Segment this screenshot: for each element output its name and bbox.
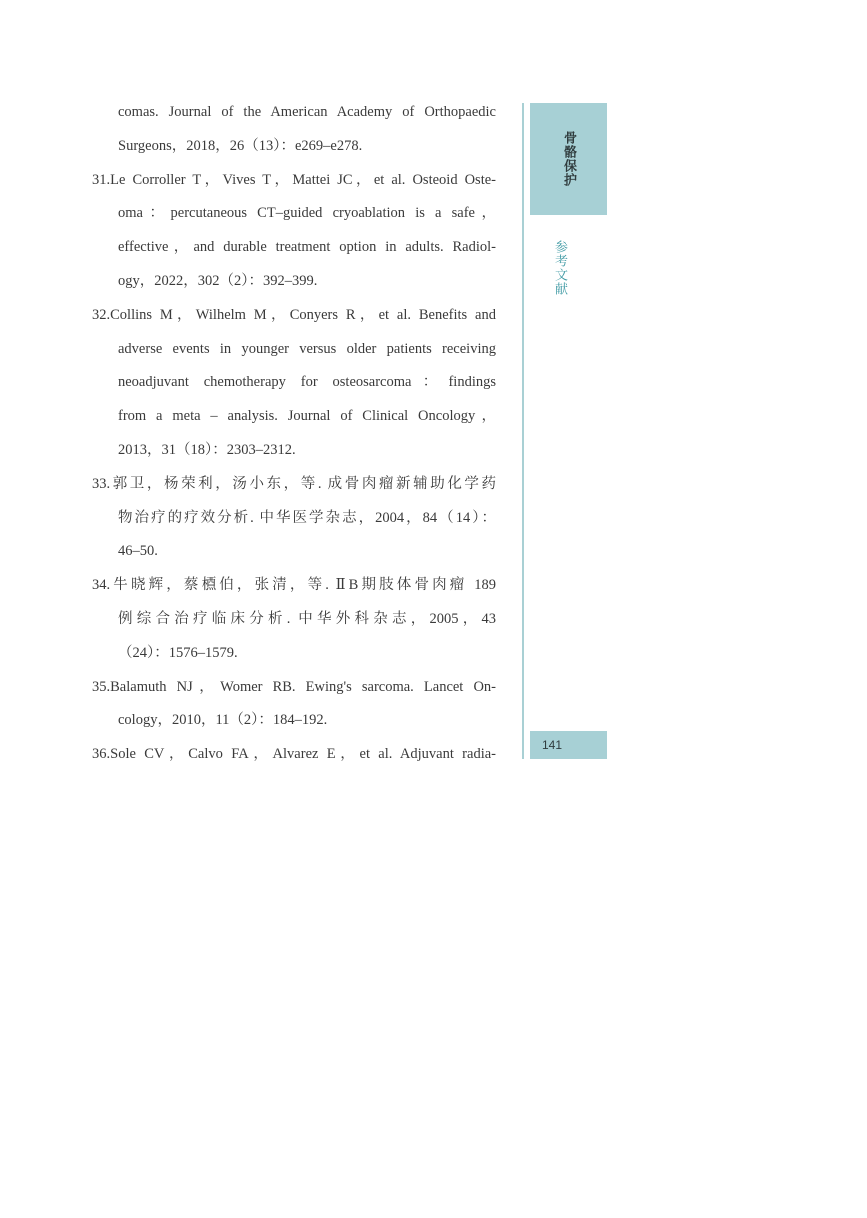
margin-divider — [522, 103, 524, 759]
reference-line: adverse events in younger versus older patients receiving — [118, 340, 496, 357]
reference-31 — [92, 164, 496, 299]
reference-line: effective，and durable treatment option in adults. Radiol- — [118, 239, 496, 256]
reference-list — [92, 96, 496, 772]
reference-line: 31.Le Corroller T，Vives T，Mattei JC，et al. Osteoid Oste- — [92, 171, 496, 188]
reference-line: 34.牛晓辉，蔡槱伯，张清，等. ⅡB期肢体骨肉瘤 189 — [92, 577, 496, 594]
section-label: 参考文献 — [552, 240, 567, 296]
reference-line: 32.Collins M，Wilhelm M，Conyers R，et al. Benefits and — [92, 306, 496, 323]
reference-line: 33.郭卫，杨荣利，汤小东，等. 成骨肉瘤新辅助化学药 — [92, 475, 496, 492]
reference-line: 36.Sole CV，Calvo FA，Alvarez E，et al. Adjuvant radia- — [92, 746, 496, 763]
reference-36 — [92, 738, 496, 772]
reference-33 — [92, 468, 496, 569]
reference-line: 例综合治疗临床分析. 中华外科杂志，2005，43 — [118, 610, 496, 627]
reference-line: 35.Balamuth NJ，Womer RB. Ewing's sarcoma. Lancet On- — [92, 678, 496, 695]
reference-30-continued — [92, 96, 496, 164]
reference-line: cology，2010，11（2）：184–192. — [118, 712, 328, 729]
reference-35 — [92, 671, 496, 739]
reference-32 — [92, 299, 496, 468]
chapter-tab — [530, 103, 607, 215]
chapter-tab-title: 骨骼保护 — [561, 131, 576, 187]
reference-line: comas. Journal of the American Academy of Orthopaedic — [118, 104, 496, 120]
reference-line: 物治疗的疗效分析. 中华医学杂志，2004，84（14）： — [118, 509, 496, 526]
reference-line: 2013，31（18）：2303–2312. — [118, 441, 296, 458]
reference-line: from a meta – analysis. Journal of Clinical Oncology， — [118, 408, 496, 425]
page-number-box — [530, 731, 607, 759]
reference-line: ogy，2022，302（2）：392–399. — [118, 272, 318, 289]
reference-line: Surgeons，2018，26（13）：e269–e278. — [118, 137, 363, 154]
reference-34 — [92, 569, 496, 670]
reference-line: oma：percutaneous CT–guided cryoablation is a safe， — [118, 205, 496, 222]
reference-line: 46–50. — [118, 543, 158, 560]
reference-line: neoadjuvant chemotherapy for osteosarcoma：findings — [118, 374, 496, 391]
page-number: 141 — [542, 738, 563, 752]
reference-line: （24）：1576–1579. — [118, 644, 238, 661]
